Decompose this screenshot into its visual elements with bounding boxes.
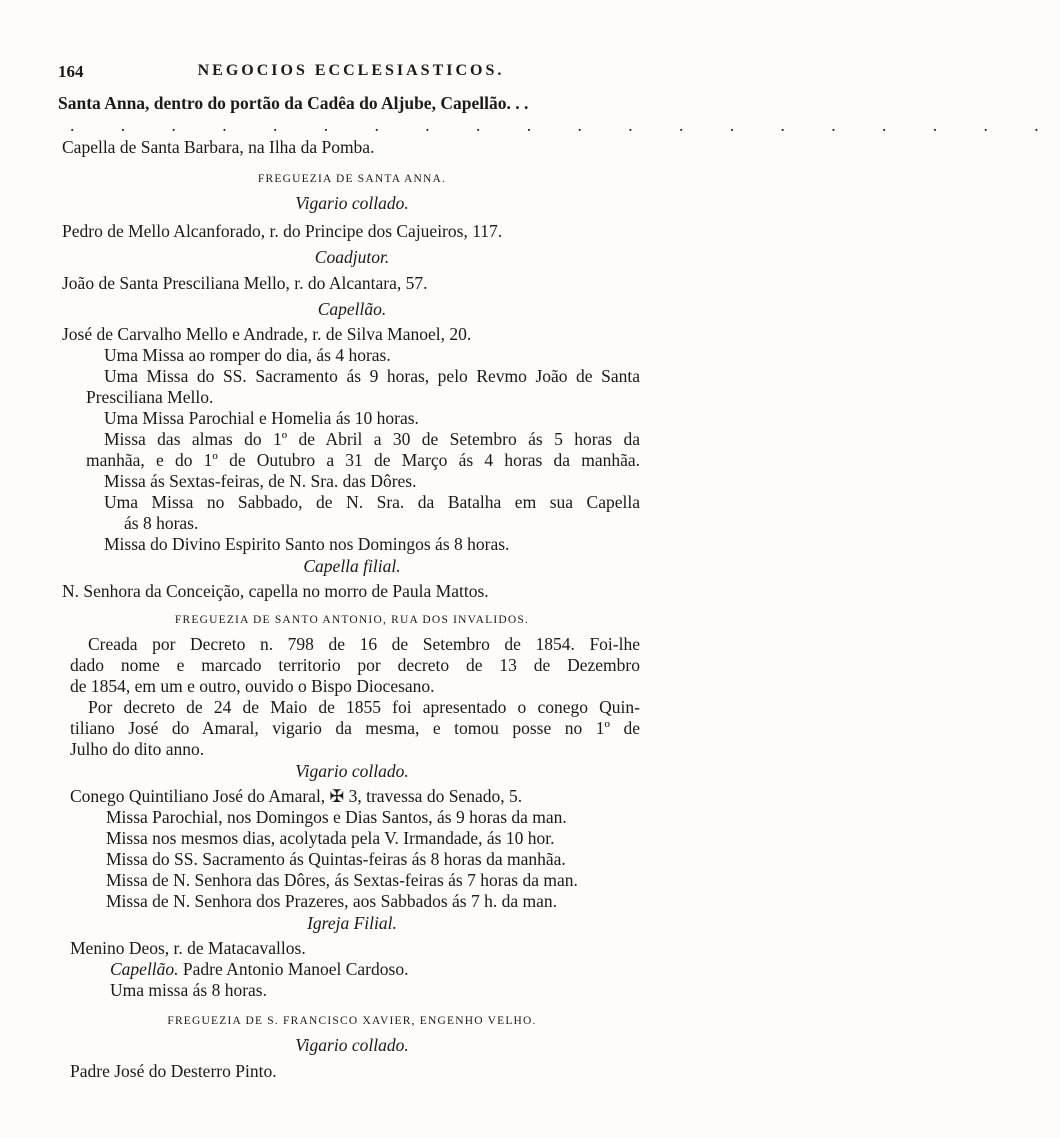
text-line: Missa nos mesmos dias, acolytada pela V. Irmandade, ás 10 hor. <box>106 828 555 848</box>
text-line: Missa do SS. Sacramento ás Quintas-feiras ás 8 horas da manhãa. <box>106 849 566 869</box>
text-label: Capellão. <box>110 959 179 979</box>
text-line: Missa de N. Senhora dos Prazeres, aos Sabbados ás 7 h. da man. <box>106 891 558 911</box>
text-line: de 1854, em um e outro, ouvido o Bispo Diocesano. <box>70 676 435 696</box>
section-heading: FREGUEZIA DE S. FRANCISCO XAVIER, ENGENHO VELHO. <box>167 1015 537 1027</box>
text-line: Missa Parochial, nos Domingos e Dias Santos, ás 9 horas da man. <box>106 807 567 827</box>
text-line: Uma Missa Parochial e Homelia ás 10 horas. <box>104 408 419 428</box>
text-line: Missa das almas do 1º de Abril a 30 de Setembro ás 5 horas da <box>104 429 640 449</box>
text-line: Uma Missa no Sabbado, de N. Sra. da Batalha em sua Capella <box>104 492 640 512</box>
text-line: José de Carvalho Mello e Andrade, r. de Silva Manoel, 20. <box>62 324 472 344</box>
text-line: Pedro de Mello Alcanforado, r. do Principe dos Cajueiros, 117. <box>62 221 503 241</box>
text-line: N. Senhora da Conceição, capella no morro de Paula Mattos. <box>62 581 489 601</box>
text-line <box>110 958 408 980</box>
text-line-dots: . . . . . . . . . . . . . . . . . . . . <box>70 115 1060 135</box>
subheading: Vigario collado. <box>295 1035 409 1055</box>
text-line: dado nome e marcado territorio por decreto de 13 de Dezembro <box>70 655 640 675</box>
text-line: Menino Deos, r. de Matacavallos. <box>70 938 306 958</box>
text-value: Padre Antonio Manoel Cardoso. <box>182 959 409 979</box>
running-header <box>58 62 644 86</box>
text-line: Missa do Divino Espirito Santo nos Domingos ás 8 horas. <box>104 534 510 554</box>
page-title: NEGOCIOS ECCLESIASTICOS. <box>197 62 505 79</box>
text-line: Uma missa ás 8 horas. <box>110 980 267 1000</box>
subheading: Capellão. <box>317 299 387 319</box>
text-line: Santa Anna, dentro do portão da Cadêa do Aljube, Capellão. . . <box>58 93 529 113</box>
section-heading: FREGUEZIA DE SANTA ANNA. <box>257 173 447 185</box>
text-line: Conego Quintiliano José do Amaral, ✠ 3, travessa do Senado, 5. <box>70 786 523 806</box>
subheading: Igreja Filial. <box>307 913 397 933</box>
text-line: Presciliana Mello. <box>86 387 214 407</box>
page-number: 164 <box>58 62 84 81</box>
text-line: Capella de Santa Barbara, na Ilha da Pomba. <box>62 137 375 157</box>
text-line: João de Santa Presciliana Mello, r. do Alcantara, 57. <box>62 273 428 293</box>
subheading: Capella filial. <box>303 556 401 576</box>
text-line: tiliano José do Amaral, vigario da mesma, e tomou posse no 1º de <box>70 718 640 738</box>
text-line: Creada por Decreto n. 798 de 16 de Setembro de 1854. Foi-lhe <box>88 634 640 654</box>
text-line: manhãa, e do 1º de Outubro a 31 de Março ás 4 horas da manhãa. <box>86 450 640 470</box>
text-line: Missa ás Sextas-feiras, de N. Sra. das Dôres. <box>104 471 417 491</box>
text-line: Uma Missa do SS. Sacramento ás 9 horas, pelo Revmo João de Santa <box>104 366 640 386</box>
text-line: ás 8 horas. <box>124 513 199 533</box>
text-line: Uma Missa ao romper do dia, ás 4 horas. <box>104 345 391 365</box>
text-line: Padre José do Desterro Pinto. <box>70 1061 277 1081</box>
text-line: Missa de N. Senhora das Dôres, ás Sextas-feiras ás 7 horas da man. <box>106 870 578 890</box>
text-line: Julho do dito anno. <box>70 739 205 759</box>
subheading: Coadjutor. <box>314 247 390 267</box>
subheading: Vigario collado. <box>295 761 409 781</box>
section-heading: FREGUEZIA DE SANTO ANTONIO, RUA DOS INVALIDOS. <box>174 614 530 626</box>
text-line: Por decreto de 24 de Maio de 1855 foi apresentado o conego Quin- <box>88 697 640 717</box>
subheading: Vigario collado. <box>295 193 409 213</box>
